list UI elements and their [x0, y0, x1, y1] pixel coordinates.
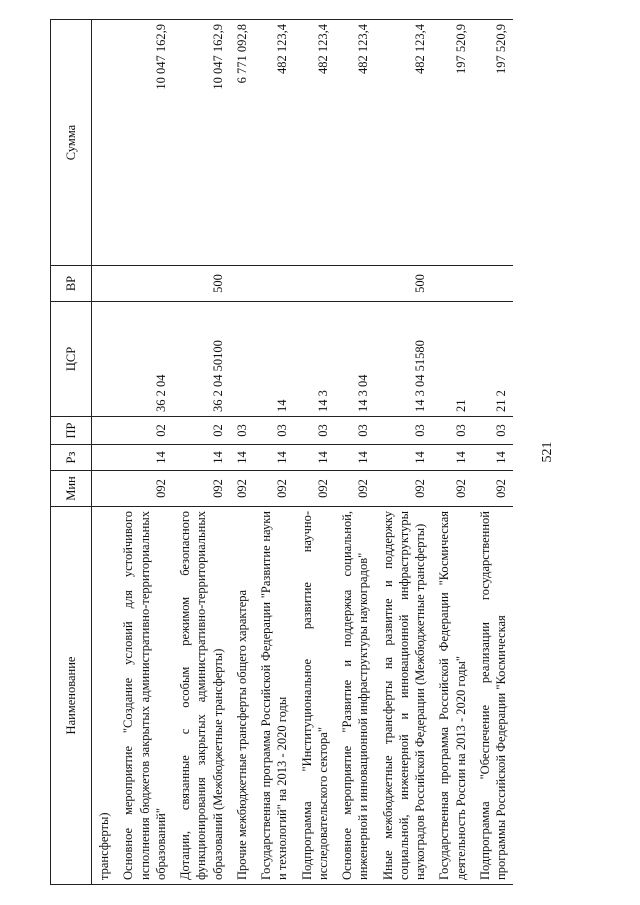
- row-pr: 03: [230, 417, 254, 445]
- row-csr: 21: [432, 302, 473, 417]
- row-pr: 03: [254, 417, 295, 445]
- row-name: Подпрограмма "Институциональное развитие научно-исследовательского сектора": [295, 507, 336, 885]
- row-pr: 03: [432, 417, 473, 445]
- row-min: 092: [230, 471, 254, 507]
- row-vr: [335, 266, 376, 302]
- row-csr: 14 3: [295, 302, 336, 417]
- row-pr: 03: [376, 417, 433, 445]
- row-name: Государственная программа Российской Федерации "Развитие науки и технологий" на 2013 - 2020 годы: [254, 507, 295, 885]
- row-name: Иные межбюджетные трансферты на развитие и поддержку социальной, инженерной и инновационной инфраструктуры наукоградов Российской Федерации (Межбюджетные трансферты): [376, 507, 433, 885]
- row-vr: [432, 266, 473, 302]
- header-rz: Рз: [51, 445, 92, 471]
- header-csr: ЦСР: [51, 302, 92, 417]
- row-min: 092: [116, 471, 173, 507]
- row-rz: 14: [335, 445, 376, 471]
- row-min: [92, 471, 117, 507]
- row-min: 092: [432, 471, 473, 507]
- row-sum: 10 047 162,9: [173, 20, 230, 266]
- table-row: [230, 20, 254, 885]
- table-row: [254, 20, 295, 885]
- row-vr: [116, 266, 173, 302]
- table-row: [116, 20, 173, 885]
- row-vr: [295, 266, 336, 302]
- row-rz: 14: [295, 445, 336, 471]
- row-rz: 14: [173, 445, 230, 471]
- row-sum: 482 123,4: [254, 20, 295, 266]
- table-row: [335, 20, 376, 885]
- row-pr: 03: [295, 417, 336, 445]
- budget-table: [50, 19, 513, 885]
- row-min: 092: [376, 471, 433, 507]
- row-sum: 6 771 092,8: [230, 20, 254, 266]
- header-sum: Сумма: [51, 20, 92, 266]
- row-sum: 482 123,4: [295, 20, 336, 266]
- row-rz: 14: [473, 445, 514, 471]
- table-row: [92, 20, 117, 885]
- row-pr: 03: [473, 417, 514, 445]
- row-csr: 21 2: [473, 302, 514, 417]
- row-name: Подпрограмма "Обеспечение реализации государственной программы Российской Федерации "Космическая: [473, 507, 514, 885]
- budget-table-container: [50, 20, 550, 885]
- row-rz: 14: [432, 445, 473, 471]
- row-rz: 14: [230, 445, 254, 471]
- row-min: 092: [295, 471, 336, 507]
- row-csr: [230, 302, 254, 417]
- row-pr: 03: [335, 417, 376, 445]
- row-rz: 14: [116, 445, 173, 471]
- row-vr: 500: [173, 266, 230, 302]
- table-row: [376, 20, 433, 885]
- row-sum: 482 123,4: [335, 20, 376, 266]
- row-rz: 14: [376, 445, 433, 471]
- row-name: трансферты): [92, 507, 117, 885]
- row-pr: [92, 417, 117, 445]
- row-vr: 500: [376, 266, 433, 302]
- table-row: [432, 20, 473, 885]
- row-sum: [92, 20, 117, 266]
- row-vr: [473, 266, 514, 302]
- row-csr: 36 2 04: [116, 302, 173, 417]
- table-header-row: [51, 20, 92, 885]
- row-name: Государственная программа Российской Федерации "Космическая деятельность России на 2013 - 2020 годы": [432, 507, 473, 885]
- row-name: Прочие межбюджетные трансферты общего характера: [230, 507, 254, 885]
- row-vr: [254, 266, 295, 302]
- row-pr: 02: [173, 417, 230, 445]
- row-sum: 197 520,9: [432, 20, 473, 266]
- table-row: [473, 20, 514, 885]
- row-min: 092: [335, 471, 376, 507]
- row-sum: 482 123,4: [376, 20, 433, 266]
- page-number: 521: [540, 441, 555, 463]
- row-min: 092: [473, 471, 514, 507]
- row-csr: 14 3 04: [335, 302, 376, 417]
- header-name: Наименование: [51, 507, 92, 885]
- row-csr: 14: [254, 302, 295, 417]
- row-csr: [92, 302, 117, 417]
- table-row: [295, 20, 336, 885]
- table-row: [173, 20, 230, 885]
- header-vr: ВР: [51, 266, 92, 302]
- row-min: 092: [173, 471, 230, 507]
- row-min: 092: [254, 471, 295, 507]
- row-name: Дотации, связанные с особым режимом безопасного функционирования закрытых административно-территориальных образований (Межбюджетные трансферты): [173, 507, 230, 885]
- row-pr: 02: [116, 417, 173, 445]
- row-name: Основное мероприятие "Развитие и поддержка социальной, инженерной и инновационной инфраструктуры наукоградов": [335, 507, 376, 885]
- row-rz: [92, 445, 117, 471]
- row-csr: 36 2 04 50100: [173, 302, 230, 417]
- row-csr: 14 3 04 51580: [376, 302, 433, 417]
- rotated-table-frame: [50, 20, 550, 885]
- header-pr: ПР: [51, 417, 92, 445]
- row-sum: 197 520,9: [473, 20, 514, 266]
- row-vr: [230, 266, 254, 302]
- row-name: Основное мероприятие "Создание условий для устойчивого исполнения бюджетов закрытых административно-территориальных образований": [116, 507, 173, 885]
- row-rz: 14: [254, 445, 295, 471]
- header-min: Мин: [51, 471, 92, 507]
- row-vr: [92, 266, 117, 302]
- row-sum: 10 047 162,9: [116, 20, 173, 266]
